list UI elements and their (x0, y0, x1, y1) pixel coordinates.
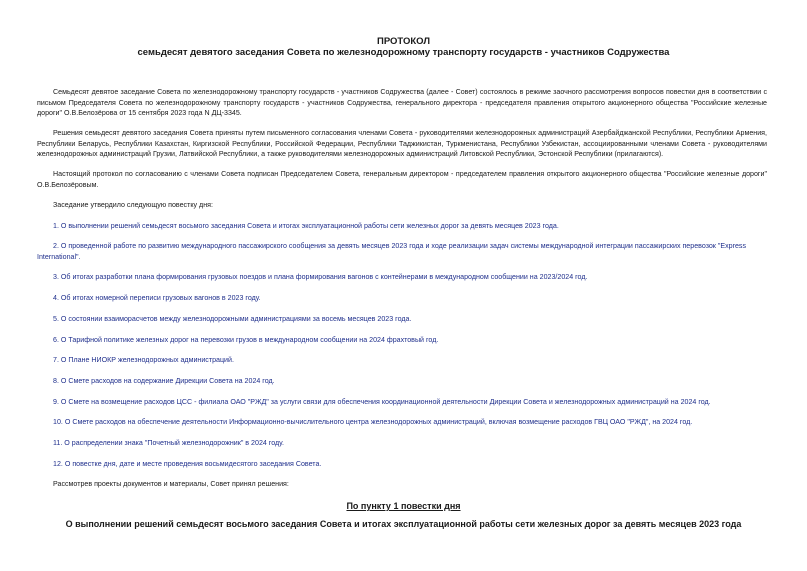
agenda-link-9[interactable]: 9. О Смете на возмещение расходов ЦСС - филиала ОАО "РЖД" за услуги связи для обеспечения координационной деятельности Дирекции Совета и железнодорожных администраций на 2024 год. (53, 398, 711, 406)
section-label: По пункту 1 повестки дня (346, 501, 461, 511)
agenda-item-2[interactable] (37, 241, 767, 262)
agenda-link-7[interactable]: 7. О Плане НИОКР железнодорожных администраций. (53, 356, 234, 364)
document-subtitle: семьдесят девятого заседания Совета по железнодорожному транспорту государств - участников Содружества (137, 47, 670, 58)
agenda-item-3[interactable] (37, 272, 767, 283)
closing-text: Рассмотрев проекты документов и материалы, Совет принял решения: (53, 480, 289, 488)
agenda-link-8[interactable]: 8. О Смете расходов на содержание Дирекции Совета на 2024 год. (53, 377, 275, 385)
intro-paragraph-1: Семьдесят девятое заседание Совета по железнодорожному транспорту государств - участников Содружества (далее - Совет) состоялось в режиме заочного рассмотрения вопросов повестки дня в соответствии с письмом Председателя Совета по железнодорожному транспорту государств - участников Содружества, генерального директора - председателя правления открытого акционерного общества "Российские железные дороги" О.В.Белозёрова от 15 сентября 2023 года N ДЦ-3345. (37, 88, 767, 118)
agenda-intro: Заседание утвердило следующую повестку дня: (53, 201, 213, 209)
agenda-link-3[interactable]: 3. Об итогах разработки плана формирования грузовых поездов и плана формирования вагонов с контейнерами в международном сообщении на 2023/2024 год. (53, 273, 588, 281)
agenda-link-6[interactable]: 6. О Тарифной политике железных дорог на перевозки грузов в международном сообщении на 2024 фрахтовый год. (53, 336, 439, 344)
section-heading: О выполнении решений семьдесят восьмого заседания Совета и итогах эксплуатационной работы сети железных дорог за девять месяцев 2023 года (65, 519, 742, 529)
agenda-item-9[interactable] (37, 397, 767, 408)
agenda-item-8[interactable] (37, 376, 767, 387)
agenda-link-11[interactable]: 11. О распределении знака "Почетный железнодорожник" в 2024 году. (53, 439, 284, 447)
intro-paragraph-3: Настоящий протокол по согласованию с членами Совета подписан Председателем Совета, генеральным директором - председателем правления открытого акционерного общества "Российские железные дороги" О.В.Белозёровым. (37, 170, 767, 189)
agenda-item-6[interactable] (37, 335, 767, 346)
agenda-item-5[interactable] (37, 314, 767, 325)
agenda-link-1[interactable]: 1. О выполнении решений семьдесят восьмого заседания Совета и итогах эксплуатационной работы сети железных дорог за девять месяцев 2023 года. (53, 222, 559, 230)
agenda-item-7[interactable] (37, 355, 767, 366)
agenda-link-12[interactable]: 12. О повестке дня, дате и месте проведения восьмидесятого заседания Совета. (53, 460, 322, 468)
agenda-item-10[interactable] (37, 417, 767, 428)
agenda-item-12[interactable] (37, 459, 767, 470)
agenda-link-10[interactable]: 10. О Смете расходов на обеспечение деятельности Информационно-вычислительного центра железнодорожных администраций, включая возмещение расходов ГВЦ ОАО "РЖД", на 2024 год. (53, 418, 693, 426)
agenda-item-1[interactable] (37, 221, 767, 232)
intro-paragraph-2: Решения семьдесят девятого заседания Совета приняты путем письменного согласования членами Совета - руководителями железнодорожных администраций Азербайджанской Республики, Республики Армения, Республики Беларусь, Республики Казахстан, Киргизской Республики, Российской Федерации, Республики Таджикистан, Туркменистана, Республики Узбекистан, ассоциированными членами Совета - руководителями железнодорожных администраций Грузии, Латвийской Республики, а также руководителями железнодорожных администраций Литовской Республики, Эстонской Республики (прилагаются). (37, 129, 767, 159)
agenda-item-11[interactable] (37, 438, 767, 449)
agenda-link-5[interactable]: 5. О состоянии взаиморасчетов между железнодорожными администрациями за восемь месяцев 2023 года. (53, 315, 412, 323)
agenda-link-2[interactable]: 2. О проведенной работе по развитию международного пассажирского сообщения за девять месяцев 2023 года и ходе реализации задач системы международной интеграции пассажирских перевозок "Express International". (37, 242, 747, 261)
agenda-item-4[interactable] (37, 293, 767, 304)
agenda-link-4[interactable]: 4. Об итогах номерной переписи грузовых вагонов в 2023 году. (53, 294, 261, 302)
document-title: ПРОТОКОЛ (376, 36, 430, 47)
